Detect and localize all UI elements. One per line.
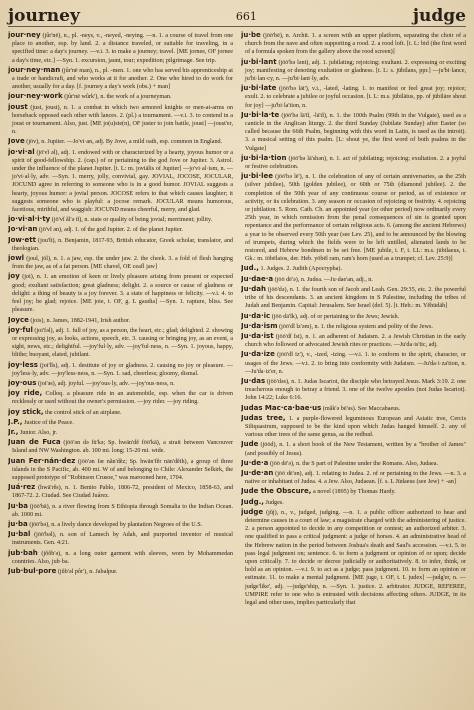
entry-definition: Junior. Also, jr. (19, 429, 58, 436)
entry-definition: (just, joust), n. 1. a combat in which two armored knights or men-at-arms on horseback opposed each other with lances. 2. (pl.) a tournament. —v.i. 3. to contend in a joust or tournament. Also, just. [ME jo(u)ste(n), OF juster to join battle, joust] —joust'er, n. (12, 104, 233, 136)
entry-headword: J.P., (8, 417, 23, 426)
entry-headword: Ju·da·ist (241, 331, 274, 340)
entry-definition: (jōō'ən fər năn'dĕz; Sp. hwän'fĕr nän'dĕth), a group of three islands in the S Pacific, ab. 400 mi. W of and belonging to Chile: Alexander Selkirk, the supposed prototype of "Robinson Crusoe," was marooned here, 1704. (12, 458, 233, 481)
columns (8, 31, 466, 701)
dictionary-entry (241, 498, 466, 507)
entry-headword: jo·vi·al·i·ty (8, 215, 51, 224)
entry-headword: Ju·de·a (241, 458, 269, 467)
dictionary-entry (8, 530, 233, 547)
entry-headword: Ju·ba (8, 501, 28, 510)
entry-headword: Judas Mac·ca·bae·us (241, 403, 322, 412)
entry-headword: Juan de Fuca (8, 438, 61, 447)
entry-definition: (jōō dē'ən), adj. 1. relating to Judea. 2. of or pertaining to the Jews. —n. 3. a native or inhabitant of Judea. 4. a Jew. Also, Judaean. [f. s. L Jūdaeus (see Jew) + -an] (245, 470, 466, 486)
entry-definition: (jŭj), n., v., judged, judging. —n. 1. a public officer authorized to hear and determine causes in a court of law; a magistrate charged with the administering of justice. 2. a person appointed to decide in any competition or contest; an authorized arbiter. 3. one qualified to pass a critical judgment: a judge of horses. 4. an administrative head of the Hebrew nation in the period between Joshua's death and Saul's accession. —v.t. 5. to pass legal judgment on; sentence. 6. to form a judgment or opinion of or upon; decide upon critically. 7. to decide or decree judicially or authoritatively. 8. to infer, think, or hold as an opinion. —v.i. 9. to act as a judge; pass judgment. 10. to form an opinion or estimate. 11. to make a mental judgment. [ME juge, t. OF, t. L judex] —judg'er, n. —judge'like', adj. —judge'ship, n. —Syn. 1. justice. 2. arbitrator. JUDGE, REFEREE, UMPIRE refer to one who is entrusted with decisions affecting others. JUDGE, in its legal and other uses, implies particularly that (245, 509, 466, 606)
entry-definition: (măk'ə bē'əs). See Maccabaeus. (322, 405, 401, 412)
dictionary-entry (8, 66, 233, 92)
entry-headword: Juan Fer·nán·dez (8, 456, 76, 465)
entry-headword: ju·bi·lee (241, 172, 274, 181)
entry-definition: (jûr'nē), n., pl. -neys, v., -neyed, -neying. —n. 1. a course of travel from one place to another, esp. by land. 2. a distance traveled, or suitable for traveling, in a specified time: a day's journey. —v.i. 3. to make a journey; travel. [ME jornee, OF jornee a day's time, etc.] —Syn. 1. excursion, jaunt, tour; expedition; pilgrimage. See trip. (12, 33, 233, 64)
entry-headword: judge (241, 507, 264, 516)
entry-headword: ju·ba (8, 519, 28, 528)
dictionary-entry (8, 236, 233, 253)
entry-headword: joy·ful (8, 325, 33, 334)
dictionary-entry (241, 312, 466, 321)
dictionary-entry (8, 137, 233, 146)
dictionary-entry (241, 440, 466, 457)
entry-definition: (jōō'dĭ ĭz'əm), n. 1. the religious system and polity of the Jews. (279, 323, 433, 330)
dictionary-entry (241, 58, 466, 84)
entry-definition: (jōō'bē), n. Archit. 1. a screen with an upper platform, separating the choir of a church from the nave and often supporting a rood. 2. a rood loft. [t. L: bid (the first word of a formula spoken from the gallery above the rood screen)] (245, 33, 466, 56)
dictionary-entry (8, 361, 233, 378)
dictionary-entry (8, 254, 233, 271)
entry-headword: jour·ney·work (8, 92, 63, 101)
dictionary-entry (8, 389, 233, 406)
entry-headword: Ju·da·ism (241, 321, 278, 330)
entry-headword: Jude (241, 440, 259, 449)
entry-definition: (jōōd), n. 1. a short book of the New Testament, written by a "brother of James" (and possibly of Jesus). (245, 442, 466, 457)
entry-headword: Ju·de·an (241, 468, 274, 477)
dictionary-entry (241, 154, 466, 171)
dictionary-entry (241, 377, 466, 403)
right-column (241, 31, 466, 701)
entry-definition: (jûr'nē man), n., pl. -men. 1. one who has served his apprenticeship at a trade or handicraft, and who works at it for another. 2. One who hired to do work for another, usually for a day. [f. journey a day's work (obs.) + man] (12, 67, 233, 91)
entry-definition: (jou'ĭt), n. Benjamin, 1817-93, British educator, Greek scholar, translator, and theologian. (12, 237, 233, 252)
entry-headword: joy stick, (8, 407, 44, 416)
entry-definition: (jōō'bə lāt'), v.i., -lated, -lating. 1. to manifest or feel great joy; rejoice; exult. 2. to celebrate a jubilee or joyful occasion. [t. L: m.s. jūbilātus, pp. of jūbilāre shout for joy] —ju'bi·la'tion, n. (245, 86, 466, 109)
dictionary-entry (241, 275, 466, 284)
entry-definition: (jōō'dĭ īz'), v., -ized, -izing. —v.i. 1. to conform to the spirit, character, or usages of the Jews. —v.t. 2. to bring into conformity with Judaism. —Ju'da·i·za'tion, n. —Ju'da·iz'er, n. (245, 352, 466, 375)
entry-headword: Jude the Obscure, (241, 487, 312, 496)
dictionary-entry (241, 31, 466, 57)
entry-definition: 1. Judges. 2. Judith (Apocrypha). (260, 266, 342, 273)
entry-headword: Ju·dah (241, 284, 266, 293)
entry-definition: (jō'vĭ əl), adj. 1. endowed with or characterized by a hearty, joyous humor or a spirit of good-fellowship. 2. (cap.) of or pertaining to the god Jove or Jupiter. 3. Astrol. under the influence of the planet Jupiter. [t. L: m. joviālis of Jupiter] —jo'vi·al·ism, n. —jo'vi·al·ly, adv. —Syn. 1. merry, jolly, convivial, gay. JOVIAL, JOCOSE, JOCULAR, JOCUND agree in referring to someone who is in a good humor. JOVIAL suggests a hearty, joyous humor: a jovial person. JOCOSE refers to that which causes laughter; it suggests someone who is playful: a jocose remark. JOCULAR means humorous, facetious, mirthful, and waggish: JOCUND means cheerful, merry, and glad. (12, 149, 233, 214)
entry-definition: (jŭb'əl pôr'), n. Jabalpur. (57, 568, 118, 575)
dictionary-entry (8, 379, 233, 388)
entry-definition: Colloq. a pleasure ride in an automobile, esp. when the car is driven recklessly or used without the owner's permission. —joy rider. —joy riding. (12, 391, 233, 406)
entry-headword: joy·ous (8, 378, 37, 387)
entry-headword: Ju·da·ize (241, 350, 275, 359)
entry-definition: (jûr'nē wûrk'), n. the work of a journeyman. (64, 94, 172, 101)
entry-headword: Ju·das (241, 376, 266, 385)
entry-headword: jour·ney·man (8, 65, 61, 74)
page-number: 661 (235, 10, 257, 23)
entry-headword: joy·less (8, 360, 38, 369)
entry-headword: joust (8, 102, 28, 111)
entry-headword: Judg., (241, 497, 264, 506)
dictionary-entry (8, 103, 233, 137)
dictionary-entry (8, 408, 233, 417)
entry-definition: (hwä'rĕs), n. 1. Benito Pablo, 1806-72, president of Mexico, 1858-63, and 1867-72. 2. Ciudad. See Ciudad Juárez. (12, 485, 233, 500)
entry-definition: (joi'fəl), adj. 1. full of joy, as a person, the heart, etc.; glad; delighted. 2. showing or expressing joy, as looks, actions, speech, etc. 3. causing or bringing joy, as an event, a sight, news, etc.; delightful. —joy'ful·ly, adv. —joy'ful·ness, n. —Syn. 1. joyous, happy, blithe; buoyant, elated, jubilant. (12, 327, 233, 359)
dictionary-entry (8, 549, 233, 566)
entry-headword: Jr., (8, 427, 19, 436)
entry-definition: (jois), n. James, 1882-1941, Irish author. (30, 317, 131, 324)
entry-definition: (jŏŏb'ə), n. a long outer garment with sleeves, worn by Mohammedan countries. Also, jub·ba. (12, 550, 233, 565)
entry-definition: (jōō'bə), n. a lively dance developed by plantation Negroes of the U.S. (29, 521, 203, 528)
dictionary-entry (8, 520, 233, 529)
entry-headword: Jow·ett (8, 235, 36, 244)
entry-headword: Ju·bal (8, 530, 31, 539)
entry-definition: (jōō'dəs), n. 1. Judas Iscariot, the disciple who betrayed Jesus. Mark 3:19. 2. one treacherous enough to betray a friend. 3. one of the twelve apostles (not Judas Iscariot). John 14:22; Luke 6:16. (245, 378, 466, 402)
dictionary-entry (241, 487, 466, 496)
entry-definition: (jōō'bə lənt), adj. 1. jubilating; rejoicing; exultant. 2. expressing or exciting joy; manifesting or denoting exultation or gladness. [t. L: s. jūbilans, ppr.] —ju'bi·lance, ju'bi·lan·cy, n. —ju'bi·lant·ly, adv. (245, 59, 466, 83)
dictionary-entry (8, 502, 233, 519)
dictionary-entry (8, 483, 233, 500)
entry-definition: (jōō'ən də fū'kə; Sp. hwän'dĕ fōō'kä), a strait between Vancouver Island and NW Washington. ab. 100 mi. long; 15-20 mi. wide. (12, 440, 233, 455)
dictionary-entry (8, 326, 233, 360)
entry-definition: (jōō'bä), n. a river flowing from S Ethiopia through Somalia to the Indian Ocean. ab. 1000 mi. (12, 503, 233, 518)
entry-definition: (jōō dē'ə), n. the S part of Palestine under the Romans. Also, Judaea. (269, 460, 438, 467)
dictionary-entry (241, 469, 466, 486)
entry-headword: ju·bi·la·tion (241, 153, 287, 162)
dictionary-entry (241, 264, 466, 273)
entry-definition: (joi'lĭs), adj. 1. destitute of joy or gladness. 2. causing no joy or pleasure. —joy'less·ly, adv. —joy'less·ness, n. —Syn. 1. sad, cheerless; gloomy, dismal. (12, 362, 233, 377)
entry-definition: a novel (1895) by Thomas Hardy. (312, 489, 396, 496)
dictionary-entry (241, 414, 466, 440)
entry-definition: the control stick of an airplane. (45, 409, 122, 416)
entry-headword: Joyce (8, 315, 29, 324)
right-guide-word: judge (412, 6, 466, 26)
dictionary-entry (8, 148, 233, 215)
dictionary-entry (241, 172, 466, 263)
entry-definition: 1. a purple-flowered leguminous European and Asiatic tree, Cercis Siliquastrum, supposed to be the kind upon which Judas hanged himself. 2. any of various other trees of the same genus, as the redbud. (245, 415, 466, 439)
dictionary-entry (8, 428, 233, 437)
left-guide-word: journey (8, 6, 80, 26)
entry-definition: (jōō'də), n. 1. the fourth son of Jacob and Leah. Gen. 29:35, etc. 2. the powerful tribe of his descendants. 3. an ancient kingdom in S Palestine, including the tribes of Judah and Benjamin. Capital: Jerusalem. See Israel (def. 5). [t. Heb.: m. Yĕhūdāh] (245, 286, 466, 310)
entry-definition: (joul, jōl), n. 1. a jaw, esp. the under jaw. 2. the cheek. 3. a fold of flesh hanging from the jaw, as of a fat person. [ME chavel, OE ceafl jaw] (12, 256, 233, 271)
dictionary-entry (8, 438, 233, 455)
dictionary-entry (241, 322, 466, 331)
entry-headword: Ju·da·ic (241, 311, 271, 320)
entry-definition: Judges. (265, 499, 284, 506)
dictionary-entry (8, 316, 233, 325)
dictionary-entry (241, 350, 466, 376)
dictionary-entry (8, 457, 233, 483)
entry-headword: Jud., (241, 264, 259, 273)
entry-headword: Juá·rez (8, 483, 36, 492)
left-column (8, 31, 233, 701)
entry-definition: (jōō'bə lä'tĭ, -lā'tĭ), n. 1. the 100th Psalm (99th in the Vulgate), used as a canticle in the Anglican liturgy. 2. the third Sunday (Jubilate Sunday) after Easter (so called because the 66th Psalm, beginning with this word in Latin, is used as the introit). 3. a musical setting of this psalm. [L: shout ye, the first word of both psalms in the Vulgate] (245, 112, 466, 152)
entry-headword: joy (8, 272, 20, 281)
entry-headword: joy ride, (8, 389, 43, 398)
dictionary-entry (8, 215, 233, 224)
dictionary-entry (241, 285, 466, 311)
entry-definition: (joi), n. 1. an emotion of keen or lively pleasure arising from present or expected good; exultant satisfaction; great gladness; delight. 2. a source or cause of gladness or delight: a thing of beauty is a joy forever. 3. a state of happiness or felicity. —v.i. 4. to feel joy; be glad; rejoice. [ME joie, t. OF, g. L gaudia] —Syn. 1. rapture, bliss. See pleasure. (12, 274, 233, 314)
dictionary-entry (241, 459, 466, 468)
entry-definition: (joi'əs), adj. joyful. —joy'ous·ly, adv. —joy'ous·ness, n. (37, 380, 175, 387)
dictionary-entry (241, 508, 466, 607)
entry-headword: Ju·dae·a (241, 274, 274, 283)
entry-headword: ju·bi·lant (241, 57, 277, 66)
entry-headword: Jove (8, 137, 25, 146)
entry-definition: (jōō'bəl), n. son of Lamech by Adah, and purported inventor of musical instruments. Gen. 4:21. (12, 532, 233, 547)
entry-headword: jowl (8, 254, 25, 263)
entry-definition: (jōv), n. Jupiter. —Jo'vi·an, adj. By Jove, a mild oath, esp. common in England. (26, 139, 223, 146)
entry-headword: ju·bi·late (241, 84, 277, 93)
entry-definition: (jōō dē'ə), n. Judea. —Ju·dae'an, adj., n. (274, 276, 373, 283)
entry-headword: jub·bah (8, 548, 38, 557)
entry-headword: Judas tree, (241, 413, 286, 422)
entry-definition: (jō'vĭ ăl'ə tĭ), n. state or quality of being jovial; merriment; jollity. (51, 217, 213, 224)
dictionary-entry (8, 31, 233, 65)
entry-headword: ju·be (241, 31, 261, 39)
page-header (8, 4, 466, 27)
entry-headword: jour·ney (8, 31, 41, 39)
dictionary-entry (8, 225, 233, 234)
entry-definition: (jō'vĭ ən), adj. 1. of the god Jupiter. 2. of the planet Jupiter. (38, 227, 183, 234)
entry-definition: (jōō'dĭ ĭst), n. 1. an adherent of Judaism. 2. a Jewish Christian in the early church who followed or advocated Jewish rites or practices. —Ju'da·is'tic, adj. (245, 333, 466, 349)
entry-headword: Jub·bul·pore (8, 566, 57, 575)
entry-headword: jo·vi·al (8, 147, 35, 156)
dictionary-entry (8, 92, 233, 101)
entry-definition: Justice of the Peace. (23, 419, 74, 426)
entry-definition: (jōō dā'ĭk), adj. of or pertaining to the Jews; Jewish. (271, 313, 400, 320)
entry-headword: Jo·vi·an (8, 225, 38, 234)
entry-definition: (jōō'bə lā'shən), n. 1. act of jubilating; rejoicing; exultation. 2. a joyful or festive celebration. (245, 155, 466, 171)
dictionary-entry (241, 332, 466, 349)
entry-headword: Ju·bi·la·te (241, 110, 280, 119)
dictionary-entry (241, 84, 466, 110)
dictionary-entry (8, 418, 233, 427)
dictionary-entry (241, 111, 466, 153)
dictionary-entry (8, 567, 233, 576)
dictionary-entry (241, 404, 466, 413)
dictionary-entry (8, 272, 233, 314)
entry-definition: (jōō'bə lē'), n. 1. the celebration of any of certain anniversaries, as the 25th (silver jubilee), 50th (golden jubilee), or 60th or 75th (diamond jubilee). 2. the completion of the 50th year of any continuous course or period, as of existence or activity, or its celebration. 3. any season or occasion of rejoicing or festivity. 4. rejoicing or jubilation. 5. Rom. Cath. Ch. an appointed year (or other period) now ordinarily every 25th year, in which remission from the penal consequences of sin is granted upon repentance and the performance of certain religious acts. 6. (among the ancient Hebrews) a year to be observed every 50th year (see Lev. 25), and to be announced by the blowing of trumpets, during which the fields were to be left untilled, alienated lands to be restored, and Hebrew bondmen to be set free. [ME jubile, t. F, t. LL: m.s. jūbilaeus, t. Gk.: m. iōbēlaios, der. Heb. yōbēl ram, ram's horn (used as a trumpet; cf. Lev. 25:9)] (245, 174, 466, 263)
